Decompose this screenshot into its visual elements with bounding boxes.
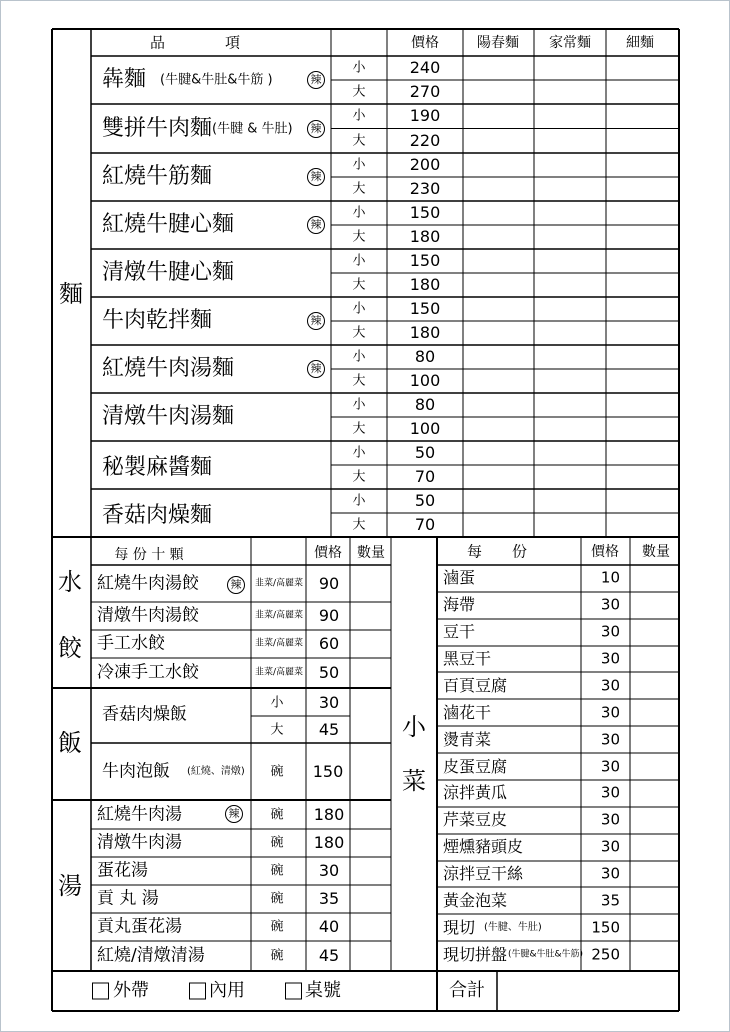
side-name: 皮蛋豆腐 — [443, 756, 508, 776]
qty-cell-homestyle[interactable] — [535, 298, 605, 320]
dumpling-name: 手工水餃 — [97, 633, 165, 654]
sides-category-top: 小 — [402, 713, 426, 741]
side-price: 10 — [600, 568, 620, 587]
side-qty-cell[interactable] — [631, 835, 678, 860]
size-large-label: 大 — [352, 373, 366, 389]
qty-cell-yangchun[interactable] — [464, 105, 533, 128]
noodle-name: 雙拼牛肉麵 — [102, 115, 213, 141]
qty-cell-homestyle[interactable] — [535, 514, 605, 536]
qty-cell-yangchun[interactable] — [464, 418, 533, 440]
soup-price: 180 — [313, 833, 345, 852]
noodle-name: 牛肉乾拌麵 — [102, 308, 213, 333]
header-price: 價格 — [411, 35, 439, 51]
size-small-label: 小 — [352, 445, 366, 461]
soup-unit: 碗 — [270, 807, 284, 822]
qty-cell-homestyle[interactable] — [535, 57, 605, 79]
qty-cell-yangchun[interactable] — [464, 442, 533, 464]
soup-unit: 碗 — [270, 835, 284, 851]
dumpling-price: 90 — [318, 573, 340, 593]
size-small-label: 小 — [352, 205, 366, 221]
header-thin: 細麵 — [626, 35, 654, 51]
price-large: 230 — [409, 179, 441, 198]
spicy-mark: 辣 — [227, 576, 245, 594]
side-price: 30 — [600, 649, 620, 668]
dumpling-category-bottom: 餃 — [58, 634, 82, 662]
qty-cell-homestyle[interactable] — [535, 442, 605, 464]
side-price: 30 — [600, 595, 620, 614]
dumpling-price: 90 — [318, 606, 340, 625]
side-name: 現切 — [443, 917, 476, 937]
qty-cell-thin[interactable] — [607, 418, 678, 440]
side-price: 30 — [600, 622, 620, 641]
size-large-label: 大 — [352, 181, 366, 197]
dumpling-header-price: 價格 — [314, 545, 342, 561]
dumpling-qty-cell[interactable] — [351, 659, 390, 687]
side-price: 250 — [591, 945, 620, 964]
qty-cell-yangchun[interactable] — [464, 226, 533, 248]
takeout-checkbox[interactable] — [92, 983, 109, 1000]
dumpling-price: 50 — [318, 663, 340, 682]
noodle-name: 清燉牛腱心麵 — [102, 260, 235, 285]
qty-cell-homestyle[interactable] — [535, 490, 605, 512]
qty-cell-yangchun[interactable] — [464, 322, 533, 344]
soup-name: 蛋花湯 — [97, 860, 148, 881]
spicy-mark: 辣 — [225, 805, 243, 823]
side-qty-cell[interactable] — [631, 942, 678, 967]
size-small-label: 小 — [352, 397, 366, 413]
price-small: 240 — [409, 58, 441, 77]
size-small-label: 小 — [352, 493, 366, 509]
side-name: 滷蛋 — [443, 568, 476, 588]
qty-cell-yangchun[interactable] — [464, 394, 533, 416]
total-label: 合計 — [449, 980, 485, 1001]
qty-cell-thin[interactable] — [607, 105, 678, 128]
qty-cell-thin[interactable] — [607, 394, 678, 416]
price-small: 80 — [414, 347, 436, 366]
side-qty-cell[interactable] — [631, 808, 678, 833]
qty-cell-thin[interactable] — [607, 466, 678, 488]
qty-cell-yangchun[interactable] — [464, 298, 533, 320]
qty-cell-thin[interactable] — [607, 130, 678, 153]
side-name: 涼拌黃瓜 — [443, 783, 508, 803]
spicy-mark: 辣 — [307, 120, 325, 138]
soup-price: 35 — [318, 889, 340, 908]
side-name: 百頁豆腐 — [443, 675, 508, 695]
table-no-checkbox[interactable] — [285, 983, 302, 1000]
qty-cell-homestyle[interactable] — [535, 466, 605, 488]
side-qty-cell[interactable] — [631, 754, 678, 779]
size-small-label: 小 — [352, 60, 366, 76]
qty-cell-thin[interactable] — [607, 226, 678, 248]
side-price: 30 — [600, 676, 620, 695]
qty-cell-homestyle[interactable] — [535, 274, 605, 296]
noodle-name: 紅燒牛腱心麵 — [102, 212, 235, 237]
soup-unit: 碗 — [270, 919, 284, 935]
spicy-mark: 辣 — [307, 360, 325, 378]
size-small-label: 小 — [352, 253, 366, 269]
side-name: 黃金泡菜 — [443, 890, 508, 910]
side-name: 芹菜豆皮 — [443, 810, 508, 830]
qty-cell-thin[interactable] — [607, 57, 678, 79]
price-large: 70 — [414, 515, 436, 534]
header-homestyle: 家常麵 — [549, 35, 591, 51]
side-price: 30 — [600, 837, 620, 856]
qty-cell-thin[interactable] — [607, 81, 678, 103]
dumpling-filling: 韭菜/高麗菜 — [254, 667, 304, 678]
qty-cell-thin[interactable] — [607, 154, 678, 176]
side-qty-cell[interactable] — [631, 781, 678, 806]
side-qty-cell[interactable] — [631, 727, 678, 752]
noodle-name: 清燉牛肉湯麵 — [102, 404, 235, 429]
sides-header-price: 價格 — [591, 544, 619, 560]
side-price: 30 — [600, 730, 620, 749]
sides-header-qty: 數量 — [642, 544, 670, 560]
side-price: 30 — [600, 810, 620, 829]
noodle-note: (牛腱 & 牛肚) — [212, 121, 293, 136]
rice-note: (紅燒、清燉) — [187, 766, 245, 777]
price-large: 180 — [409, 323, 441, 342]
qty-cell-homestyle[interactable] — [535, 322, 605, 344]
qty-cell-thin[interactable] — [607, 514, 678, 536]
soup-price: 45 — [318, 946, 340, 965]
side-qty-cell[interactable] — [631, 862, 678, 887]
dumpling-price: 60 — [318, 634, 340, 653]
qty-cell-homestyle[interactable] — [535, 226, 605, 248]
qty-cell-yangchun[interactable] — [464, 57, 533, 79]
qty-cell-homestyle[interactable] — [535, 202, 605, 224]
dumpling-header-qty: 數量 — [357, 545, 385, 561]
spicy-mark: 辣 — [307, 71, 325, 89]
dumpling-name: 紅燒牛肉湯餃 — [97, 573, 199, 593]
qty-cell-yangchun[interactable] — [464, 81, 533, 103]
side-name: 現切拼盤 — [443, 944, 508, 964]
dumpling-filling: 韭菜/高麗菜 — [254, 610, 304, 621]
price-large: 180 — [409, 275, 441, 294]
qty-cell-thin[interactable] — [607, 274, 678, 296]
side-qty-cell[interactable] — [631, 915, 678, 940]
header-yangchun: 陽春麵 — [477, 35, 519, 51]
dumpling-qty-cell[interactable] — [351, 566, 390, 601]
sides-category-bottom: 菜 — [402, 767, 426, 795]
size-large-label: 大 — [352, 421, 366, 437]
noodle-name: 香菇肉燥麵 — [102, 503, 213, 528]
soup-price: 40 — [318, 917, 340, 936]
side-name: 黑豆干 — [443, 649, 492, 669]
size-large-label: 大 — [352, 469, 366, 485]
price-small: 50 — [414, 491, 436, 510]
header-item: 品 項 — [149, 33, 241, 52]
side-name: 煙燻豬頭皮 — [443, 837, 524, 857]
noodle-category-label: 麵 — [59, 280, 83, 308]
soup-unit: 碗 — [270, 891, 284, 907]
side-note: (牛腱、牛肚) — [484, 921, 542, 933]
dumpling-header-item: 每 份 十 顆 — [114, 547, 184, 563]
soup-price: 30 — [318, 861, 340, 880]
qty-cell-homestyle[interactable] — [535, 250, 605, 272]
dumpling-filling: 韭菜/高麗菜 — [254, 638, 304, 649]
sides-header-item: 每 份 — [466, 542, 528, 561]
price-small: 190 — [409, 106, 441, 126]
qty-cell-thin[interactable] — [607, 346, 678, 368]
price-small: 200 — [409, 155, 441, 174]
soup-unit: 碗 — [270, 948, 284, 964]
soup-name: 清燉牛肉湯 — [97, 832, 182, 853]
qty-cell-thin[interactable] — [607, 202, 678, 224]
price-small: 50 — [414, 443, 436, 462]
rice-price: 150 — [312, 762, 344, 781]
rice-unit: 碗 — [270, 764, 284, 780]
spicy-mark: 辣 — [307, 168, 325, 186]
qty-cell-yangchun[interactable] — [464, 346, 533, 368]
side-qty-cell[interactable] — [631, 700, 678, 725]
qty-cell-thin[interactable] — [607, 442, 678, 464]
qty-cell-homestyle[interactable] — [535, 81, 605, 103]
side-name: 燙青菜 — [443, 729, 492, 749]
side-name: 滷花干 — [443, 702, 492, 722]
size-large-label: 大 — [352, 84, 366, 100]
soup-name: 貢丸蛋花湯 — [97, 916, 182, 937]
size-small-label: 小 — [352, 157, 366, 173]
soup-unit: 碗 — [270, 863, 284, 879]
soup-price: 180 — [313, 804, 345, 824]
noodle-name: 秘製麻醬麵 — [102, 455, 213, 480]
side-price: 35 — [600, 891, 620, 910]
side-qty-cell[interactable] — [631, 888, 678, 913]
qty-cell-yangchun[interactable] — [464, 514, 533, 536]
size-small-label: 小 — [352, 301, 366, 317]
soup-name: 紅燒/清燉清湯 — [97, 945, 205, 966]
dine-in-label: 內用 — [209, 980, 245, 1001]
dumpling-name: 清燉牛肉湯餃 — [97, 605, 199, 626]
size-large-label: 大 — [352, 229, 366, 245]
side-qty-cell[interactable] — [631, 593, 678, 618]
dumpling-name: 冷凍手工水餃 — [97, 662, 199, 683]
price-large: 70 — [414, 467, 436, 486]
size-large-label: 大 — [352, 133, 366, 149]
dumpling-qty-cell[interactable] — [351, 631, 390, 657]
noodle-name: 紅燒牛筋麵 — [102, 164, 213, 189]
side-qty-cell[interactable] — [631, 647, 678, 672]
qty-cell-yangchun[interactable] — [464, 130, 533, 153]
qty-cell-homestyle[interactable] — [535, 130, 605, 153]
rice-large-price: 45 — [318, 720, 340, 739]
rice-name: 牛肉泡飯 — [102, 761, 170, 782]
side-name: 豆干 — [443, 622, 476, 642]
qty-cell-yangchun[interactable] — [464, 202, 533, 224]
side-name: 涼拌豆干絲 — [443, 863, 524, 883]
price-large: 270 — [409, 82, 441, 101]
qty-cell-thin[interactable] — [607, 490, 678, 512]
side-price: 30 — [600, 757, 620, 775]
side-price: 150 — [591, 918, 620, 937]
qty-cell-thin[interactable] — [607, 370, 678, 392]
price-small: 150 — [409, 299, 441, 318]
side-name: 海帶 — [443, 595, 476, 615]
noodle-note: (牛腱&牛肚&牛筋 ) — [160, 72, 273, 88]
side-qty-cell[interactable] — [631, 566, 678, 591]
rice-small-label: 小 — [270, 695, 284, 711]
qty-cell-homestyle[interactable] — [535, 370, 605, 392]
side-qty-cell[interactable] — [631, 673, 678, 698]
size-small-label: 小 — [352, 108, 366, 124]
size-large-label: 大 — [352, 277, 366, 293]
table-no-label: 桌號 — [305, 980, 341, 1001]
price-small: 150 — [409, 203, 441, 222]
qty-cell-homestyle[interactable] — [535, 346, 605, 368]
qty-cell-homestyle[interactable] — [535, 178, 605, 200]
qty-cell-yangchun[interactable] — [464, 178, 533, 200]
rice-large-label: 大 — [270, 722, 284, 738]
qty-cell-thin[interactable] — [607, 322, 678, 344]
side-price: 30 — [600, 703, 620, 722]
rice-name: 香菇肉燥飯 — [102, 704, 187, 725]
qty-cell-yangchun[interactable] — [464, 490, 533, 512]
dumpling-qty-cell[interactable] — [351, 603, 390, 629]
total-field[interactable] — [499, 973, 677, 1009]
side-price: 30 — [600, 783, 620, 802]
qty-cell-yangchun[interactable] — [464, 154, 533, 176]
price-small: 80 — [414, 395, 436, 414]
spicy-mark: 辣 — [307, 216, 325, 234]
side-qty-cell[interactable] — [631, 620, 678, 645]
size-large-label: 大 — [352, 325, 366, 341]
soup-name: 貢 丸 湯 — [97, 888, 159, 909]
qty-cell-yangchun[interactable] — [464, 250, 533, 272]
qty-cell-homestyle[interactable] — [535, 418, 605, 440]
price-large: 220 — [409, 130, 441, 150]
qty-cell-yangchun[interactable] — [464, 274, 533, 296]
qty-cell-homestyle[interactable] — [535, 154, 605, 176]
takeout-label: 外帶 — [113, 980, 149, 1001]
rice-small-price: 30 — [318, 693, 340, 712]
side-note: (牛腱&牛肚&牛筋) — [508, 949, 584, 960]
price-large: 180 — [409, 227, 441, 246]
spicy-mark: 辣 — [307, 312, 325, 330]
size-large-label: 大 — [352, 517, 366, 533]
price-large: 100 — [409, 371, 441, 390]
qty-cell-thin[interactable] — [607, 250, 678, 272]
noodle-name: 犇麵 — [102, 67, 147, 92]
qty-cell-thin[interactable] — [607, 178, 678, 200]
dumpling-category-top: 水 — [58, 568, 82, 596]
qty-cell-homestyle[interactable] — [535, 394, 605, 416]
soup-name: 紅燒牛肉湯 — [97, 804, 182, 824]
qty-cell-yangchun[interactable] — [464, 370, 533, 392]
qty-cell-yangchun[interactable] — [464, 466, 533, 488]
dumpling-filling: 韭菜/高麗菜 — [254, 578, 304, 588]
noodle-name: 紅燒牛肉湯麵 — [102, 356, 235, 381]
dine-in-checkbox[interactable] — [189, 983, 206, 1000]
price-large: 100 — [409, 419, 441, 438]
rice-category-label: 飯 — [58, 729, 82, 757]
soup-category-label: 湯 — [58, 872, 82, 900]
qty-cell-homestyle[interactable] — [535, 105, 605, 128]
side-price: 30 — [600, 864, 620, 883]
qty-cell-thin[interactable] — [607, 298, 678, 320]
price-small: 150 — [409, 251, 441, 270]
size-small-label: 小 — [352, 349, 366, 365]
